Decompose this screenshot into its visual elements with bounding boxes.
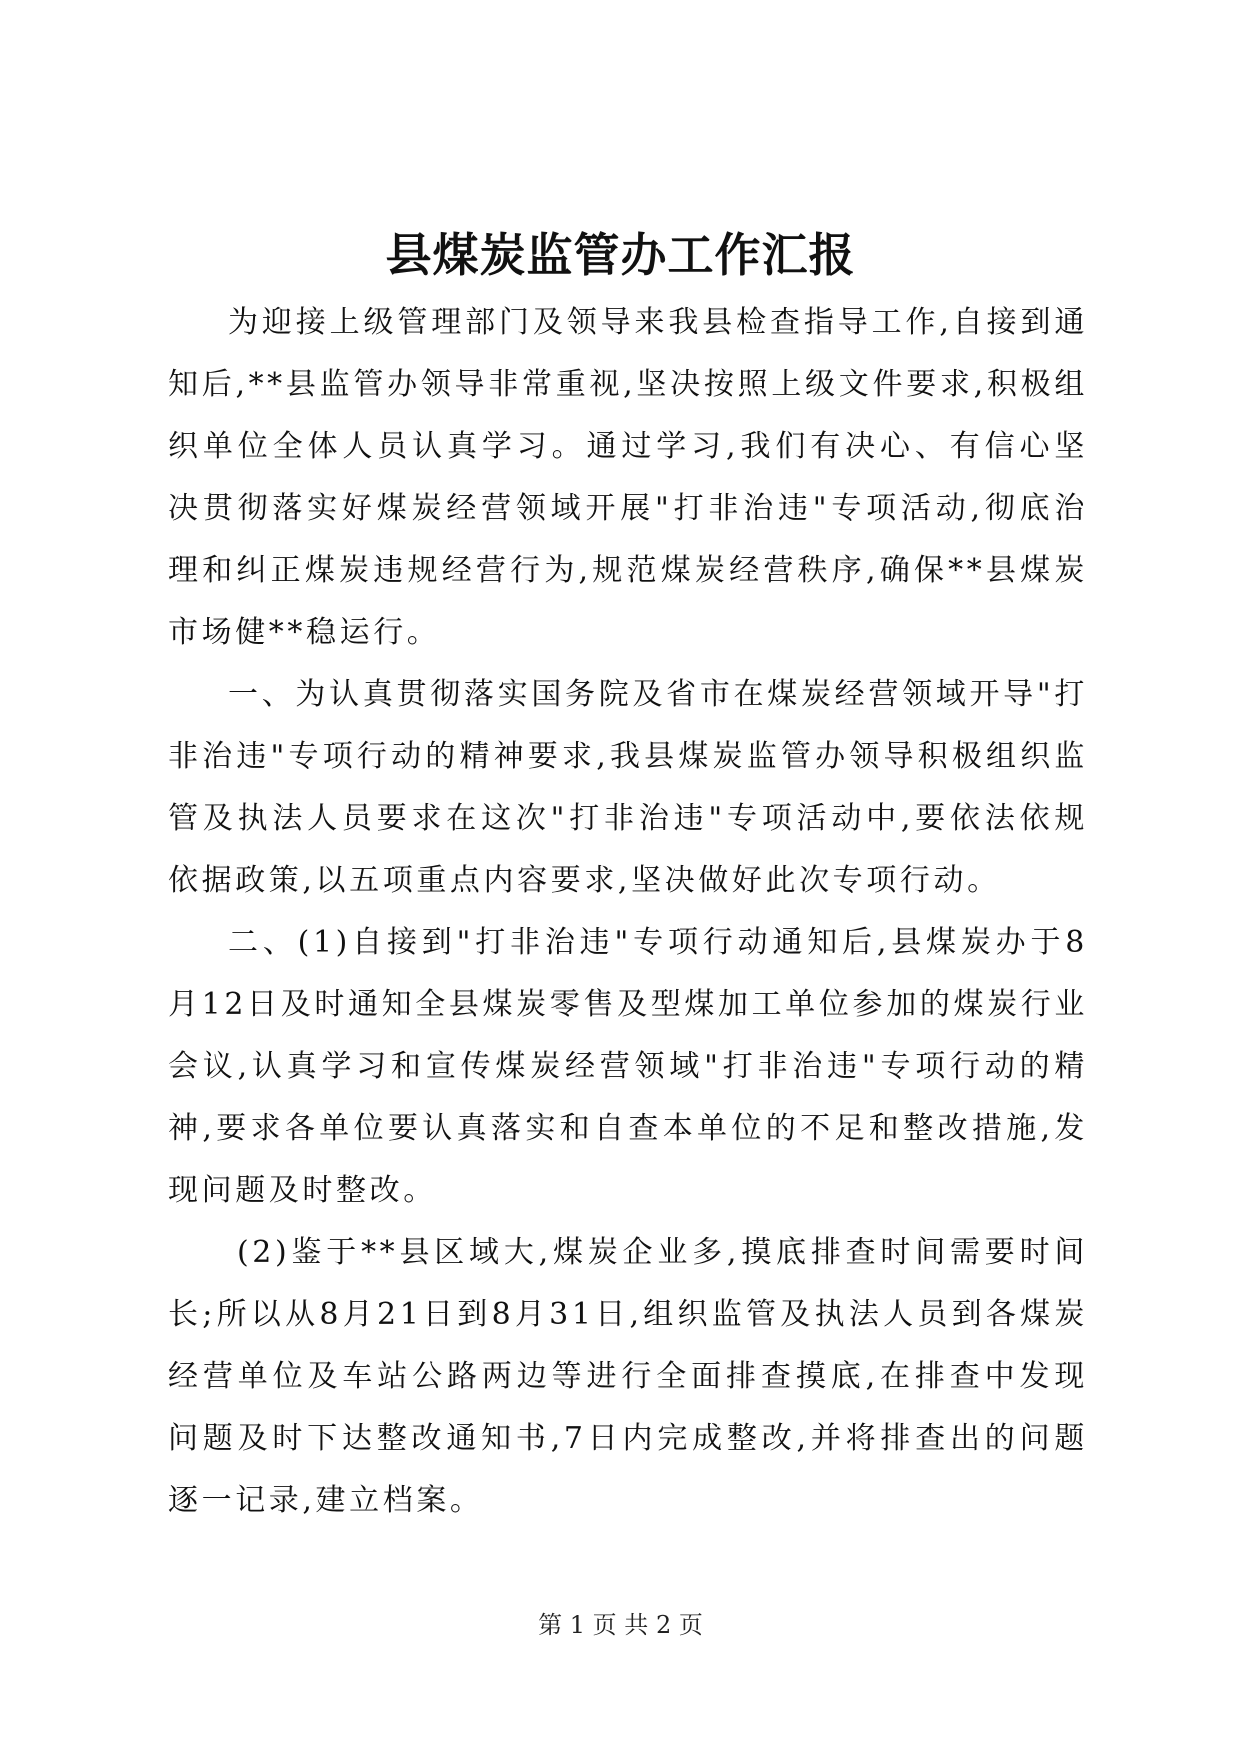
paragraph-section-1: 一、为认真贯彻落实国务院及省市在煤炭经营领域开导"打非治违"专项行动的精神要求,我县煤炭监管办领导积极组织监管及执法人员要求在这次"打非治违"专项活动中,要依法依规依据政策,以五项重点内容要求,坚决做好此次专项行动。 (168, 677, 1088, 898)
document-body (168, 292, 1088, 1532)
page-number-footer: 第 1 页 共 2 页 (538, 1611, 703, 1639)
paragraph-section-2-item-2: (2)鉴于**县区域大,煤炭企业多,摸底排查时间需要时间长;所以从8月21日到8月31日,组织监管及执法人员到各煤炭经营单位及车站公路两边等进行全面排查摸底,在排查中发现问题及时下达整改通知书,7日内完成整改,并将排查出的问题逐一记录,建立档案。 (168, 1235, 1088, 1518)
paragraph-intro: 为迎接上级管理部门及领导来我县检查指导工作,自接到通知后,**县监管办领导非常重视,坚决按照上级文件要求,积极组织单位全体人员认真学习。通过学习,我们有决心、有信心坚决贯彻落实好煤炭经营领域开展"打非治违"专项活动,彻底治理和纠正煤炭违规经营行为,规范煤炭经营秩序,确保**县煤炭市场健**稳运行。 (168, 305, 1088, 650)
document-title: 县煤炭监管办工作汇报 (385, 228, 856, 282)
paragraph-section-2-item-1: 二、(1)自接到"打非治违"专项行动通知后,县煤炭办于8月12日及时通知全县煤炭零售及型煤加工单位参加的煤炭行业会议,认真学习和宣传煤炭经营领域"打非治违"专项行动的精神,要求各单位要认真落实和自查本单位的不足和整改措施,发现问题及时整改。 (168, 925, 1088, 1208)
